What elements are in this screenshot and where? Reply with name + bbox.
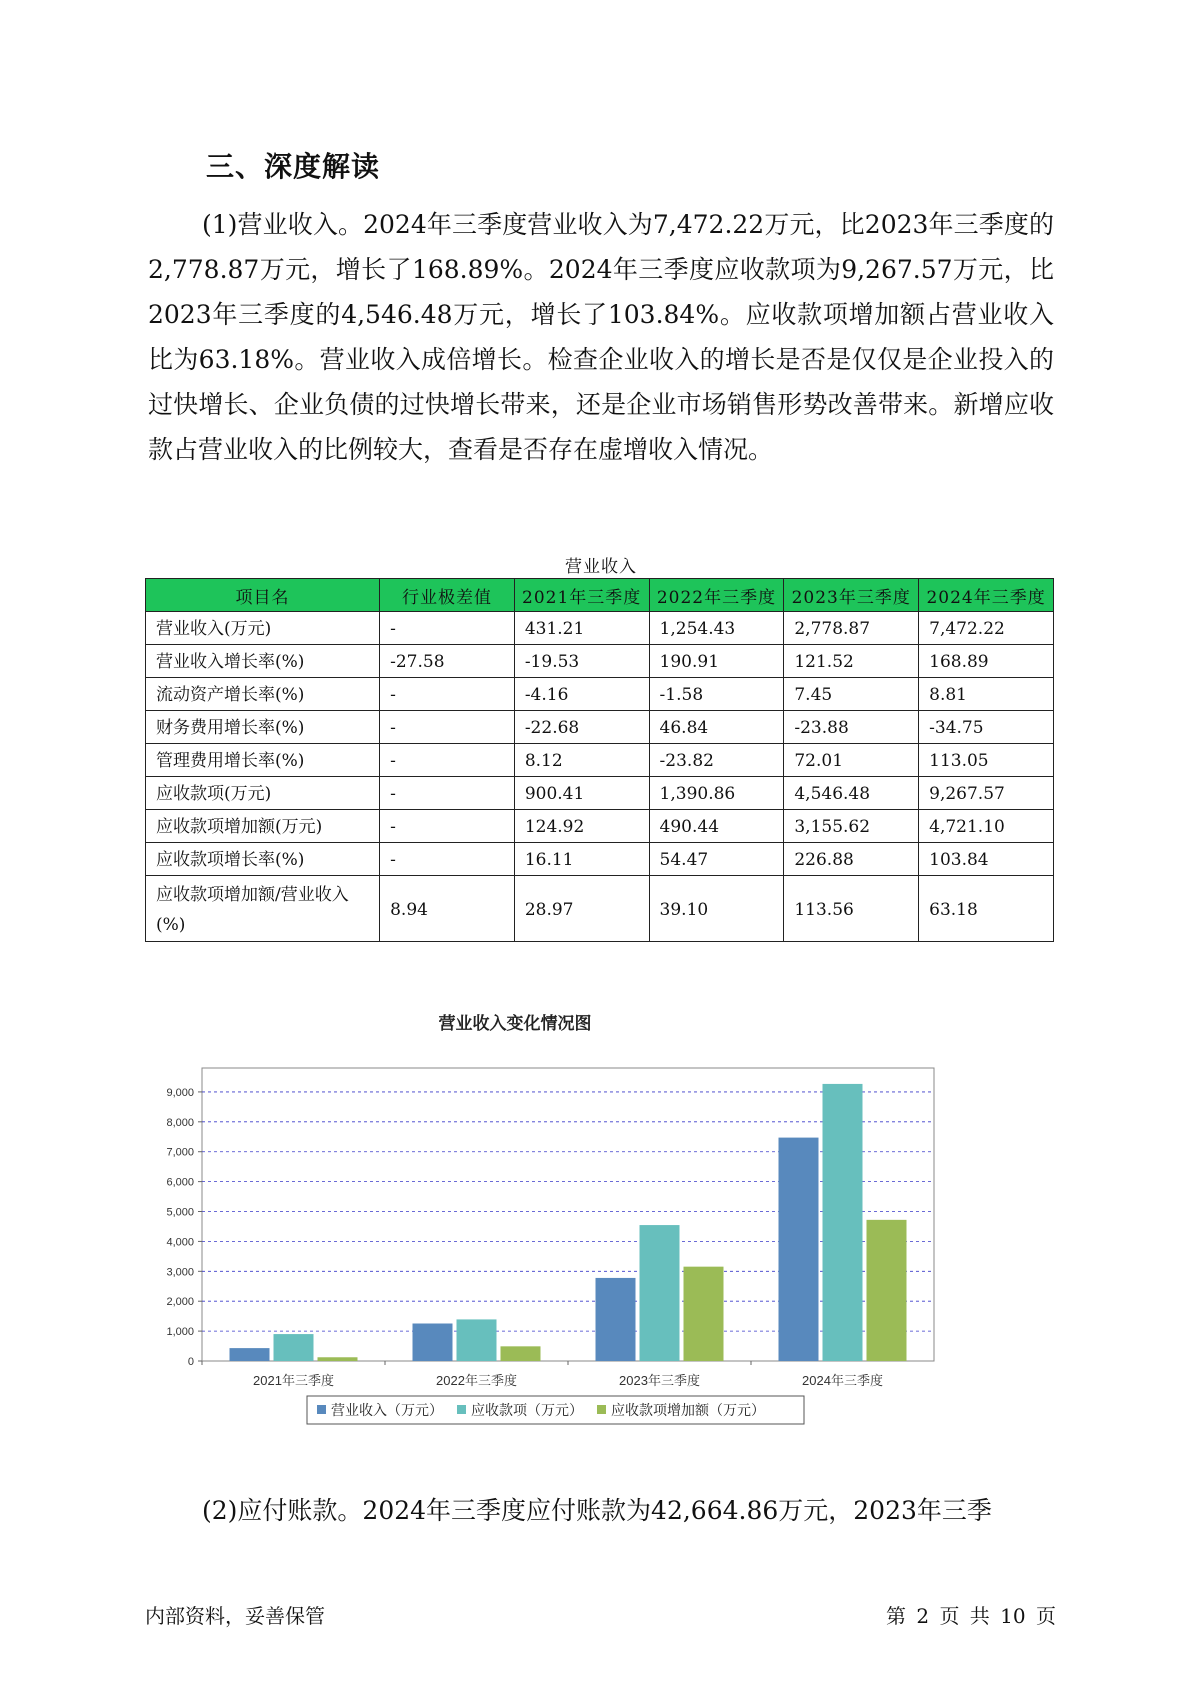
table-row bbox=[146, 777, 1054, 810]
row-label-cell: 应收款项增加额(万元) bbox=[146, 810, 380, 843]
table-row bbox=[146, 645, 1054, 678]
table-row bbox=[146, 744, 1054, 777]
value-cell: 72.01 bbox=[784, 744, 919, 777]
table-body bbox=[146, 612, 1054, 942]
value-cell: 7.45 bbox=[784, 678, 919, 711]
bar bbox=[457, 1319, 497, 1361]
row-label-cell: 应收款项(万元) bbox=[146, 777, 380, 810]
value-cell: 54.47 bbox=[649, 843, 784, 876]
value-cell: -27.58 bbox=[380, 645, 515, 678]
value-cell: 4,546.48 bbox=[784, 777, 919, 810]
chart-svg bbox=[160, 998, 1040, 1448]
legend-label: 应收款项增加额（万元） bbox=[611, 1402, 765, 1418]
bar bbox=[501, 1346, 541, 1361]
value-cell: -34.75 bbox=[919, 711, 1054, 744]
value-cell: 16.11 bbox=[514, 843, 649, 876]
value-cell: 113.56 bbox=[784, 876, 919, 942]
value-cell: 8.12 bbox=[514, 744, 649, 777]
y-tick-label: 1,000 bbox=[166, 1326, 194, 1339]
value-cell: 1,390.86 bbox=[649, 777, 784, 810]
bar bbox=[230, 1348, 270, 1361]
value-cell: 121.52 bbox=[784, 645, 919, 678]
y-tick-label: 0 bbox=[187, 1356, 194, 1368]
value-cell: -23.88 bbox=[784, 711, 919, 744]
value-cell: 63.18 bbox=[919, 876, 1054, 942]
value-cell: 7,472.22 bbox=[919, 612, 1054, 645]
value-cell: - bbox=[380, 744, 515, 777]
y-tick-label: 3,000 bbox=[166, 1266, 194, 1279]
value-cell: -19.53 bbox=[514, 645, 649, 678]
value-cell: 2,778.87 bbox=[784, 612, 919, 645]
row-label-cell: 应收款项增加额/营业收入(%) bbox=[146, 876, 380, 942]
bar bbox=[318, 1357, 358, 1361]
row-label-cell: 营业收入(万元) bbox=[146, 612, 380, 645]
legend-label: 应收款项（万元） bbox=[471, 1402, 583, 1418]
y-tick-label: 6,000 bbox=[166, 1176, 194, 1189]
paragraph-payables: (2)应付账款。2024年三季度应付账款为42,664.86万元，2023年三季 bbox=[202, 1496, 992, 1525]
bar bbox=[823, 1084, 863, 1361]
y-tick-label: 7,000 bbox=[166, 1146, 194, 1159]
table-row bbox=[146, 678, 1054, 711]
table-caption: 营业收入 bbox=[565, 557, 637, 577]
value-cell: 900.41 bbox=[514, 777, 649, 810]
row-label-cell: 营业收入增长率(%) bbox=[146, 645, 380, 678]
y-tick-label: 8,000 bbox=[166, 1116, 194, 1129]
value-cell: 168.89 bbox=[919, 645, 1054, 678]
value-cell: 113.05 bbox=[919, 744, 1054, 777]
bar bbox=[779, 1138, 819, 1361]
value-cell: - bbox=[380, 810, 515, 843]
header-cell: 2022年三季度 bbox=[649, 579, 784, 612]
value-cell: 9,267.57 bbox=[919, 777, 1054, 810]
value-cell: 8.94 bbox=[380, 876, 515, 942]
footer-note: 内部资料，妥善保管 bbox=[145, 1604, 325, 1628]
header-cell: 2024年三季度 bbox=[919, 579, 1054, 612]
y-tick-label: 5,000 bbox=[166, 1206, 194, 1219]
value-cell: 39.10 bbox=[649, 876, 784, 942]
value-cell: -23.82 bbox=[649, 744, 784, 777]
value-cell: - bbox=[380, 612, 515, 645]
y-tick-label: 9,000 bbox=[166, 1086, 194, 1099]
paragraph-revenue: (1)营业收入。2024年三季度营业收入为7,472.22万元，比2023年三季度的2,778.87万元，增长了168.89%。2024年三季度应收款项为9,267.57万元，比2023年三季度的4,546.48万元，增长了103.84%。应收款项增加额占营业收入比为63.18%。营业收入成倍增长。检查企业收入的增长是否是仅仅是企业投入的过快增长、企业负债的过快增长带来，还是企业市场销售形势改善带来。新增应收款占营业收入的比例较大，查看是否存在虚增收入情况。 bbox=[148, 210, 1054, 464]
table-row bbox=[146, 711, 1054, 744]
bar bbox=[274, 1334, 314, 1361]
header-cell: 2021年三季度 bbox=[514, 579, 649, 612]
legend-swatch bbox=[597, 1405, 606, 1414]
bar bbox=[640, 1225, 680, 1361]
value-cell: -1.58 bbox=[649, 678, 784, 711]
value-cell: 190.91 bbox=[649, 645, 784, 678]
legend-swatch bbox=[457, 1405, 466, 1414]
revenue-chart bbox=[160, 998, 1040, 1448]
row-label-cell: 应收款项增长率(%) bbox=[146, 843, 380, 876]
row-label-cell: 流动资产增长率(%) bbox=[146, 678, 380, 711]
value-cell: 226.88 bbox=[784, 843, 919, 876]
header-cell: 2023年三季度 bbox=[784, 579, 919, 612]
x-tick-label: 2022年三季度 bbox=[436, 1373, 517, 1388]
value-cell: - bbox=[380, 711, 515, 744]
legend-swatch bbox=[317, 1405, 326, 1414]
row-label-cell: 管理费用增长率(%) bbox=[146, 744, 380, 777]
legend-label: 营业收入（万元） bbox=[331, 1402, 443, 1418]
chart-title: 营业收入变化情况图 bbox=[438, 1014, 592, 1033]
table-row bbox=[146, 810, 1054, 843]
table-header-row bbox=[146, 579, 1054, 612]
bar bbox=[596, 1278, 636, 1361]
table-row bbox=[146, 843, 1054, 876]
value-cell: - bbox=[380, 678, 515, 711]
value-cell: -4.16 bbox=[514, 678, 649, 711]
value-cell: 4,721.10 bbox=[919, 810, 1054, 843]
header-cell: 项目名 bbox=[146, 579, 380, 612]
value-cell: 28.97 bbox=[514, 876, 649, 942]
bar bbox=[684, 1267, 724, 1361]
value-cell: 8.81 bbox=[919, 678, 1054, 711]
page-number: 第 2 页 共 10 页 bbox=[886, 1604, 1056, 1628]
value-cell: 124.92 bbox=[514, 810, 649, 843]
x-tick-label: 2023年三季度 bbox=[619, 1373, 700, 1388]
header-cell: 行业极差值 bbox=[380, 579, 515, 612]
value-cell: -22.68 bbox=[514, 711, 649, 744]
x-tick-label: 2021年三季度 bbox=[253, 1373, 334, 1388]
value-cell: - bbox=[380, 843, 515, 876]
value-cell: 103.84 bbox=[919, 843, 1054, 876]
value-cell: 431.21 bbox=[514, 612, 649, 645]
revenue-table bbox=[145, 578, 1054, 942]
value-cell: - bbox=[380, 777, 515, 810]
value-cell: 3,155.62 bbox=[784, 810, 919, 843]
bar bbox=[867, 1220, 907, 1361]
value-cell: 46.84 bbox=[649, 711, 784, 744]
section-title: 三、深度解读 bbox=[206, 150, 381, 183]
row-label-cell: 财务费用增长率(%) bbox=[146, 711, 380, 744]
x-tick-label: 2024年三季度 bbox=[802, 1373, 883, 1388]
y-tick-label: 4,000 bbox=[166, 1236, 194, 1249]
value-cell: 490.44 bbox=[649, 810, 784, 843]
table-row bbox=[146, 876, 1054, 942]
y-tick-label: 2,000 bbox=[166, 1296, 194, 1309]
bar bbox=[413, 1323, 453, 1361]
table-row bbox=[146, 612, 1054, 645]
value-cell: 1,254.43 bbox=[649, 612, 784, 645]
